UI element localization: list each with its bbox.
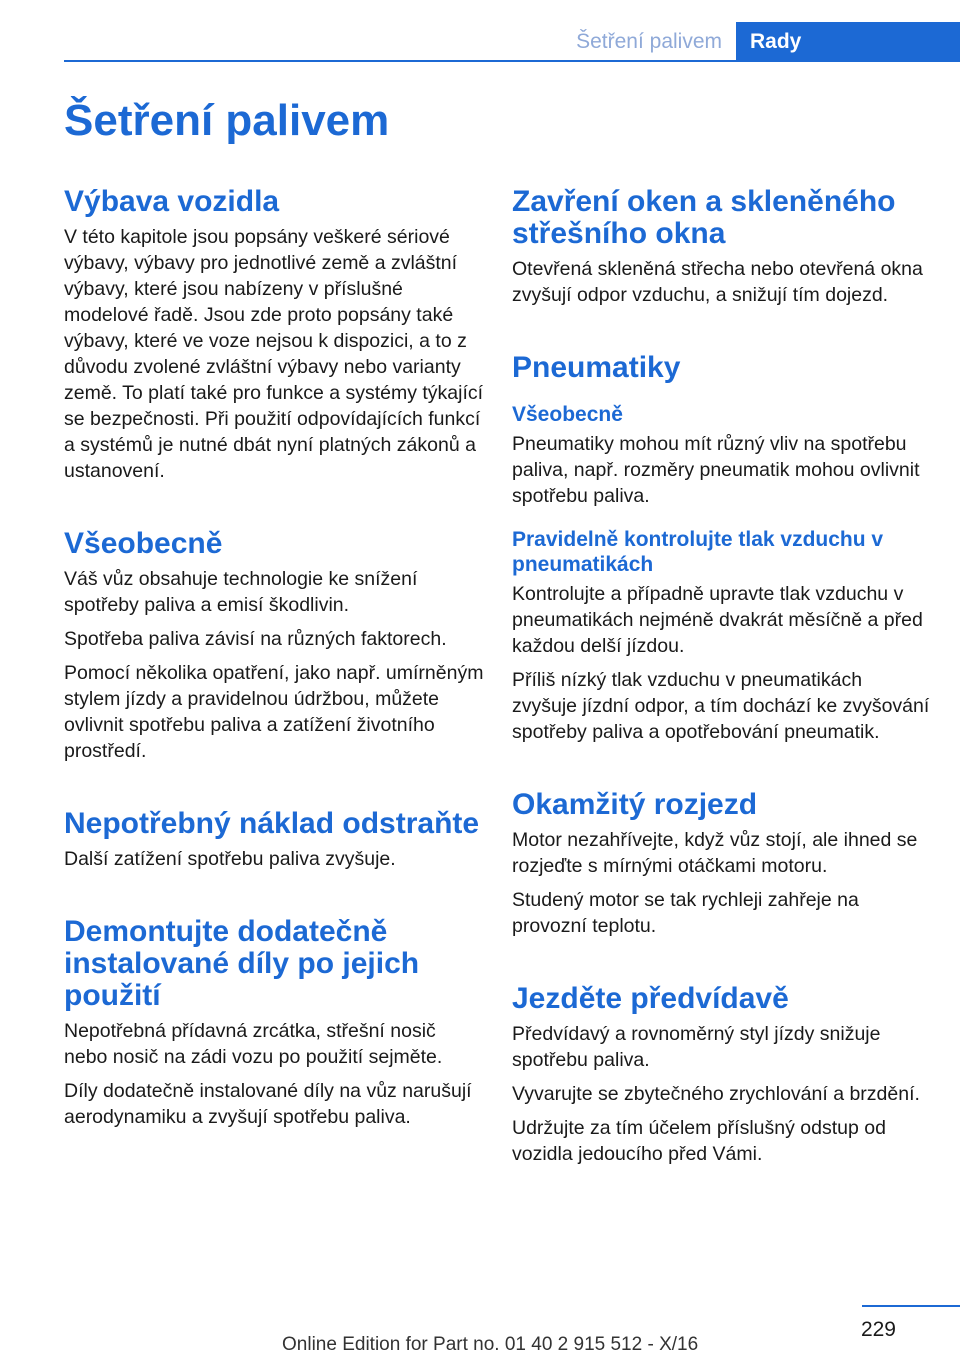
section-tires	[512, 352, 932, 745]
heading-general: Všeobecně	[64, 527, 223, 560]
heading-equipment: Výbava vozidla	[64, 185, 280, 218]
subsection-tire-pressure	[512, 527, 932, 745]
right-column	[512, 186, 932, 1211]
header-section: Šetření palivem	[576, 30, 722, 53]
subsection-tires-general	[512, 402, 932, 509]
edition-line: Online Edition for Part no. 01 40 2 915 512 - X/16	[282, 1334, 699, 1355]
heading-tires: Pneumatiky	[512, 351, 681, 384]
section-general	[64, 528, 484, 764]
paragraph: Kontrolujte a případně upravte tlak vzduchu v pneumatikách nejméně dvakrát měsíčně a před každou delší jízdou.	[512, 583, 923, 657]
page-header	[0, 22, 960, 62]
heading-start: Okamžitý rozjezd	[512, 788, 758, 821]
paragraph: Studený motor se tak rychleji zahřeje na provozní teplotu.	[512, 889, 859, 937]
section-windows	[512, 186, 932, 308]
paragraph: Vyvarujte se zbytečného zrychlování a brzdění.	[512, 1083, 920, 1105]
paragraph: Pneumatiky mohou mít různý vliv na spotřebu paliva, např. rozměry pneumatik mohou ovlivnit spotřebu paliva.	[512, 433, 920, 507]
paragraph: Pomocí několika opatření, jako např. umírněným stylem jízdy a pravidelnou údržbou, můžete ovlivnit spotřebu paliva a zatížení životního prostředí.	[64, 662, 484, 762]
heading-windows: Zavření oken a skleněného střešního okna	[512, 185, 896, 250]
paragraph: Váš vůz obsahuje technologie ke snížení spotřeby paliva a emisí škodlivin.	[64, 568, 418, 616]
section-equipment	[64, 186, 484, 484]
section-start	[512, 789, 932, 939]
paragraph: Udržujte za tím účelem příslušný odstup od vozidla jedoucího před Vámi.	[512, 1117, 886, 1165]
header-chapter-tab: Rady	[736, 22, 960, 62]
paragraph: V této kapitole jsou popsány veškeré sériové výbavy, výbavy pro jednotlivé země a zvláštní výbavy, které jsou nabízeny v příslušné modelové řadě. Jsou zde proto popsány také výbavy, které ve voze nejsou k dispozici, a to z důvodu zvolené zvláštní výbavy nebo varianty země. To platí také pro funkce a systémy týkající se bezpečnosti. Při použití odpovídajících funkcí a systémů je nutné dbát nyní platných zákonů a ustanovení.	[64, 226, 484, 482]
paragraph: Motor nezahřívejte, když vůz stojí, ale ihned se rozjeďte s mírnými otáčkami motoru.	[512, 829, 918, 877]
subheading-pressure: Pravidelně kontrolujte tlak vzduchu v pneumatikách	[512, 528, 884, 576]
heading-parts: Demontujte dodatečně instalované díly po jejich použití	[64, 915, 420, 1012]
footer-rule	[862, 1305, 960, 1307]
subheading-general: Všeobecně	[512, 403, 623, 426]
section-anticipate	[512, 983, 932, 1167]
heading-load: Nepotřebný náklad odstraňte	[64, 807, 480, 840]
paragraph: Předvídavý a rovnoměrný styl jízdy snižuje spotřebu paliva.	[512, 1023, 881, 1071]
paragraph: Příliš nízký tlak vzduchu v pneumatikách zvyšuje jízdní odpor, a tím dochází ke zvyšování spotřeby paliva a opotřebování pneumatik.	[512, 669, 930, 743]
paragraph: Díly dodatečně instalované díly na vůz narušují aerodynamiku a zvyšují spotřebu paliva.	[64, 1080, 472, 1128]
paragraph: Spotřeba paliva závisí na různých faktorech.	[64, 628, 447, 650]
page-title: Šetření palivem	[64, 96, 390, 145]
heading-anticipate: Jezděte předvídavě	[512, 982, 789, 1015]
left-column	[64, 186, 484, 1174]
section-load	[64, 808, 484, 872]
header-rule	[64, 60, 960, 62]
page-number: 229	[860, 1318, 896, 1341]
paragraph: Otevřená skleněná střecha nebo otevřená okna zvyšují odpor vzduchu, a snižují tím dojezd.	[512, 258, 923, 306]
section-parts	[64, 916, 484, 1130]
paragraph: Další zatížení spotřebu paliva zvyšuje.	[64, 848, 396, 870]
paragraph: Nepotřebná přídavná zrcátka, střešní nosič nebo nosič na zádi vozu po použití sejměte.	[64, 1020, 443, 1068]
